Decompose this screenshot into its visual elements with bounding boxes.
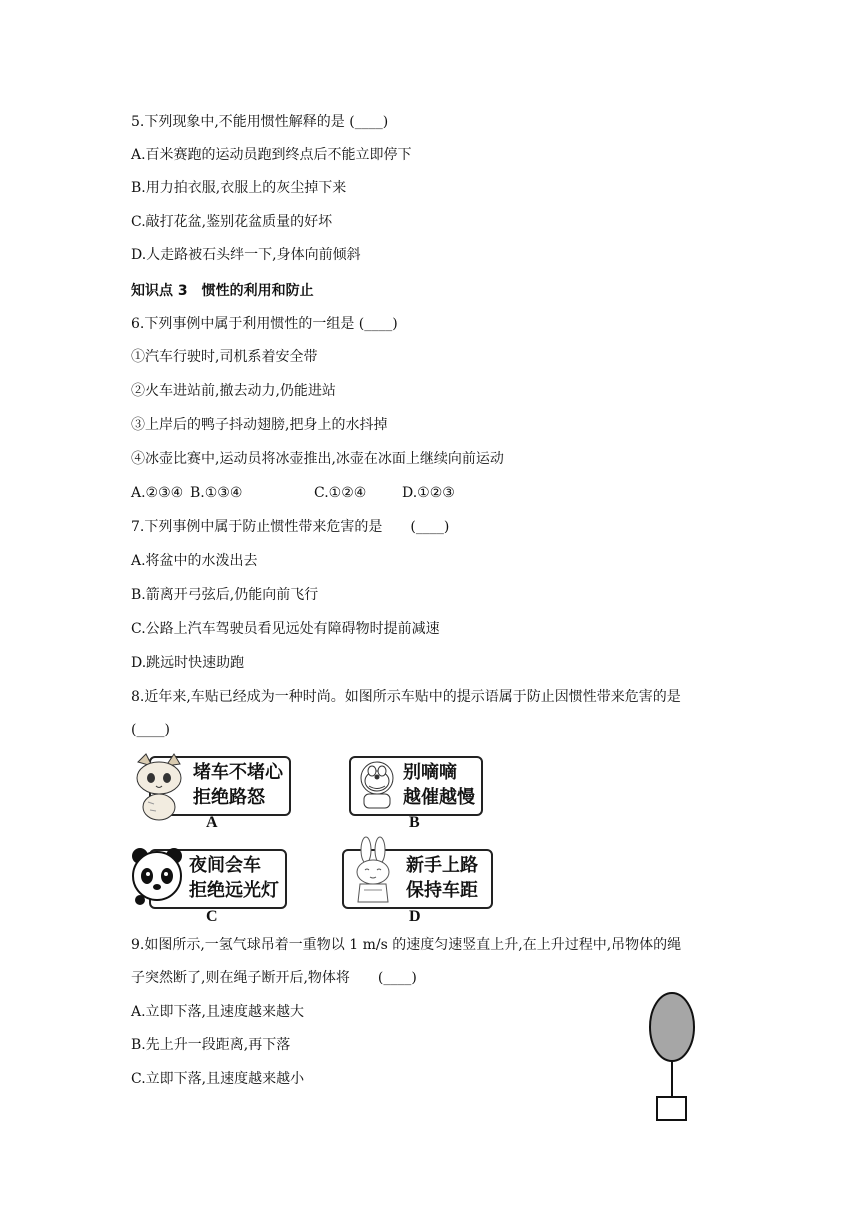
q9-option-c: C.立即下落,且速度越来越小: [131, 1071, 305, 1087]
q6-stem: 6.下列事例中属于利用惯性的一组是 (____): [131, 316, 398, 332]
q6-option-a: A.②③④: [131, 485, 184, 501]
sticker-c-caption: C: [206, 908, 218, 925]
q6-item-4: ④冰壶比赛中,运动员将冰壶推出,冰壶在冰面上继续向前运动: [131, 451, 504, 467]
q6-option-c: C.①②④: [314, 485, 367, 501]
section-title: 知识点 3 惯性的利用和防止: [131, 283, 314, 299]
sticker-a-line1: 堵车不堵心: [193, 762, 283, 783]
q7-option-c: C.公路上汽车驾驶员看见远处有障碍物时提前减速: [131, 621, 440, 637]
q9-option-a: A.立即下落,且速度越来越大: [131, 1004, 305, 1020]
sticker-d-caption: D: [409, 908, 421, 925]
weight-box: [657, 1097, 686, 1120]
q9-stem-line2: 子突然断了,则在绳子断开后,物体将 (____): [131, 970, 417, 986]
panda-mascot-icon: [128, 846, 186, 908]
rabbit-mascot-icon: [348, 836, 400, 906]
sticker-c-line2: 拒绝远光灯: [189, 880, 279, 901]
q6-item-1: ①汽车行驶时,司机系着安全带: [131, 349, 318, 365]
q7-option-b: B.箭离开弓弦后,仍能向前飞行: [131, 587, 319, 603]
sticker-b-line2: 越催越慢: [403, 787, 475, 808]
balloon-shape: [650, 993, 694, 1061]
balloon-diagram: [640, 966, 710, 1126]
q9-stem-line1: 9.如图所示,一氢气球吊着一重物以 1 m/s 的速度匀速竖直上升,在上升过程中,吊物体的绳: [131, 937, 682, 953]
q7-option-d: D.跳远时快速助跑: [131, 655, 245, 671]
sticker-d-line1: 新手上路: [406, 855, 478, 876]
q7-option-a: A.将盆中的水泼出去: [131, 553, 258, 569]
q6-option-d: D.①②③: [402, 485, 455, 501]
q8-stem-line1: 8.近年来,车贴已经成为一种时尚。如图所示车贴中的提示语属于防止因惯性带来危害的是: [131, 689, 681, 705]
q5-option-c: C.敲打花盆,鉴别花盆质量的好坏: [131, 214, 333, 230]
q6-item-3: ③上岸后的鸭子抖动翅膀,把身上的水抖掉: [131, 417, 388, 433]
sticker-a-line2: 拒绝路怒: [193, 787, 265, 808]
sticker-b-caption: B: [409, 814, 420, 831]
sticker-c-line1: 夜间会车: [189, 855, 261, 876]
sticker-b-line1: 别嘀嘀: [403, 762, 457, 783]
q6-option-b: B.①③④: [190, 485, 243, 501]
q5-option-a: A.百米赛跑的运动员跑到终点后不能立即停下: [131, 147, 412, 163]
q6-item-2: ②火车进站前,撤去动力,仍能进站: [131, 383, 336, 399]
robot-cat-mascot-icon: [354, 760, 400, 810]
q5-option-b: B.用力拍衣服,衣服上的灰尘掉下来: [131, 180, 347, 196]
q5-option-d: D.人走路被石头绊一下,身体向前倾斜: [131, 247, 361, 263]
sticker-d-line2: 保持车距: [406, 880, 478, 901]
cat-mascot-icon: [128, 752, 190, 822]
q7-stem: 7.下列事例中属于防止惯性带来危害的是 (____): [131, 519, 450, 535]
q9-option-b: B.先上升一段距离,再下落: [131, 1037, 291, 1053]
q8-stem-line2: (____): [131, 722, 170, 738]
sticker-a-caption: A: [206, 814, 218, 831]
q5-stem: 5.下列现象中,不能用惯性解释的是 (____): [131, 114, 389, 130]
